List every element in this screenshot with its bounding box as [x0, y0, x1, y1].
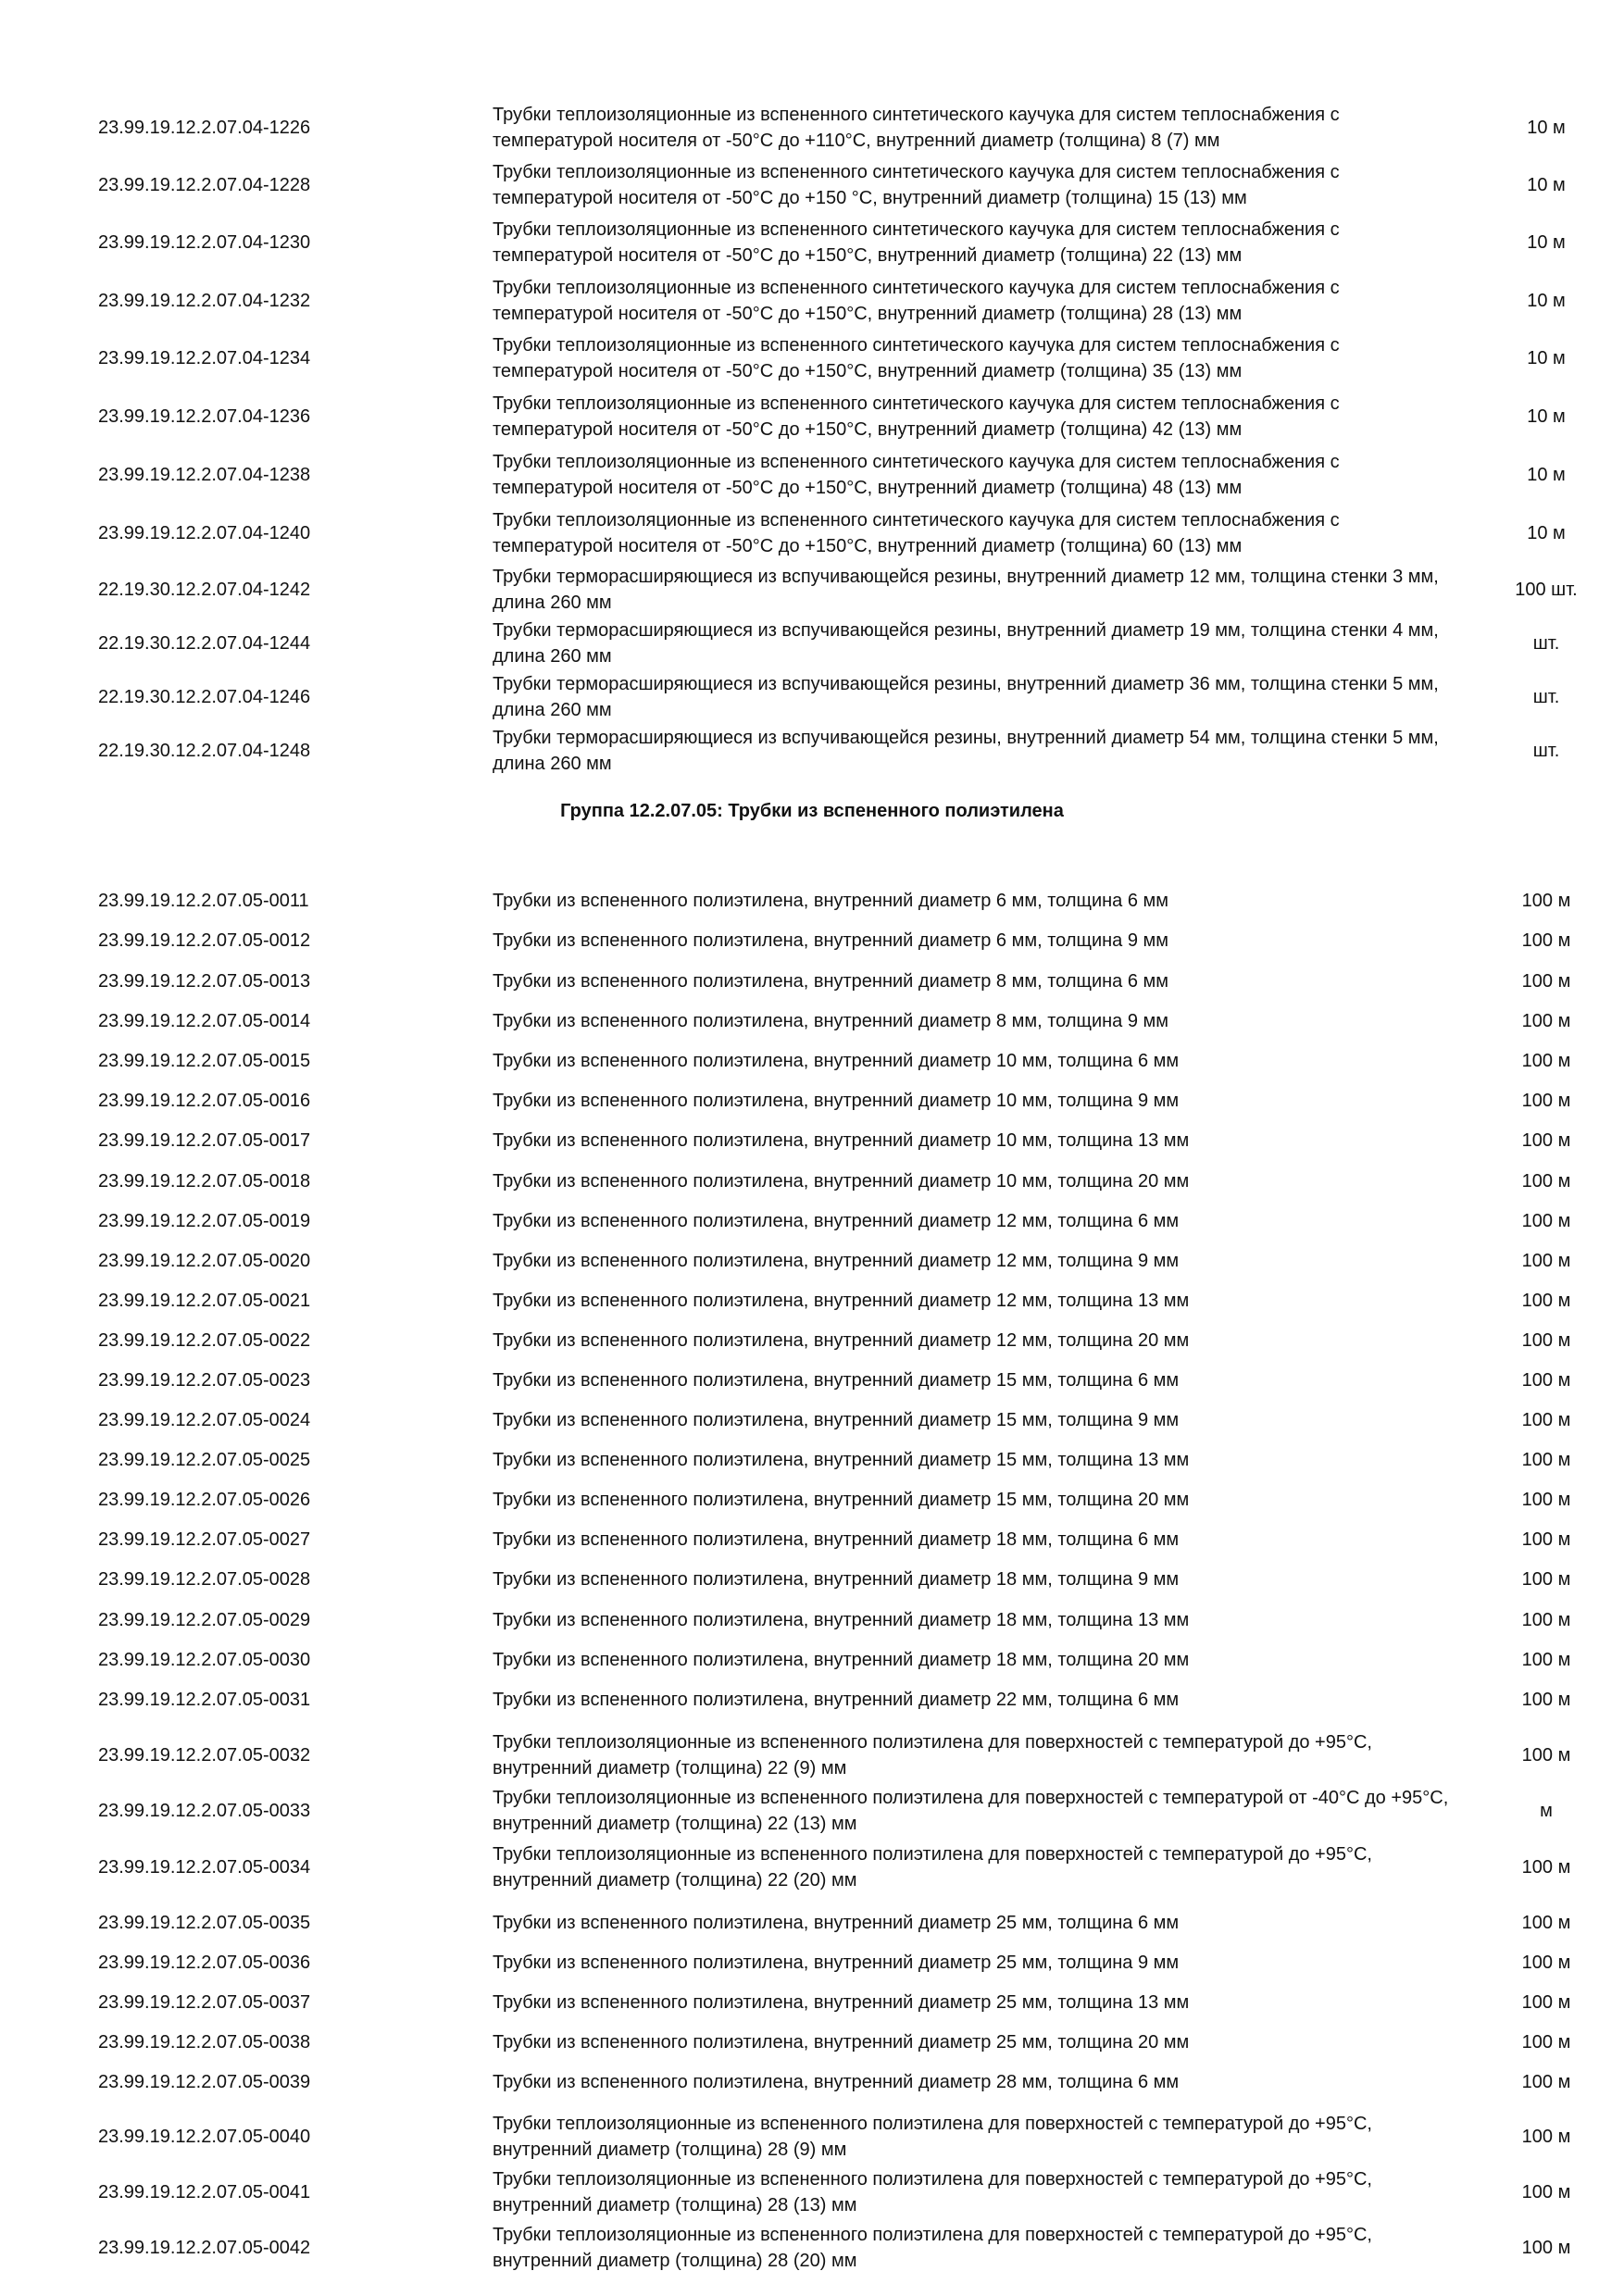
resource-name: Трубки из вспененного полиэтилена, внутренний диаметр 18 мм, толщина 20 мм [493, 1650, 1190, 1670]
resource-name: Трубки терморасширяющиеся из вспучивающейся резины, внутренний диаметр 19 мм, толщина стенки 4 мм, длина 260 мм [493, 620, 1439, 667]
unit-of-measure: шт. [1532, 741, 1560, 761]
resource-code: 23.99.19.12.2.07.05-0022 [98, 1330, 311, 1351]
unit-of-measure: 100 м [1521, 2072, 1571, 2092]
resource-code: 23.99.19.12.2.07.05-0027 [98, 1529, 311, 1550]
resource-code: 23.99.19.12.2.07.04-1228 [98, 175, 311, 195]
unit-of-measure: 100 м [1521, 1650, 1571, 1670]
resource-name: Трубки из вспененного полиэтилена, внутренний диаметр 25 мм, толщина 13 мм [493, 1992, 1190, 2013]
resource-name: Трубки из вспененного полиэтилена, внутренний диаметр 22 мм, толщина 6 мм [493, 1690, 1180, 1710]
unit-of-measure: 100 м [1521, 1992, 1571, 2013]
resource-name: Трубки теплоизоляционные из вспененного полиэтилена для поверхностей с температурой до +95°С, внутренний диаметр (толщина) 28 (9) мм [493, 2114, 1372, 2160]
resource-name: Трубки из вспененного полиэтилена, внутренний диаметр 8 мм, толщина 6 мм [493, 971, 1169, 992]
resource-name: Трубки из вспененного полиэтилена, внутренний диаметр 8 мм, толщина 9 мм [493, 1011, 1169, 1031]
resource-name: Трубки из вспененного полиэтилена, внутренний диаметр 6 мм, толщина 6 мм [493, 891, 1169, 911]
resource-name: Трубки теплоизоляционные из вспененного полиэтилена для поверхностей с температурой до +95°С, внутренний диаметр (толщина) 28 (20) мм [493, 2225, 1372, 2271]
unit-of-measure: 100 м [1521, 1370, 1571, 1391]
resource-name: Трубки терморасширяющиеся из вспучивающейся резины, внутренний диаметр 54 мм, толщина стенки 5 мм, длина 260 мм [493, 728, 1439, 774]
resource-code: 23.99.19.12.2.07.05-0033 [98, 1801, 311, 1821]
resource-code: 23.99.19.12.2.07.04-1230 [98, 232, 311, 253]
resource-code: 23.99.19.12.2.07.05-0035 [98, 1913, 311, 1933]
unit-of-measure: 100 м [1521, 1569, 1571, 1590]
unit-of-measure: 100 м [1521, 2032, 1571, 2053]
resource-code: 23.99.19.12.2.07.05-0020 [98, 1251, 311, 1271]
resource-name: Трубки теплоизоляционные из вспененного синтетического каучука для систем теплоснабжения с температурой носителя от -50°С до +150°С, внутренний диаметр (толщина) 60 (13) мм [493, 510, 1340, 556]
unit-of-measure: 100 м [1521, 1211, 1571, 1231]
unit-of-measure: 100 м [1521, 1091, 1571, 1111]
resource-name: Трубки из вспененного полиэтилена, внутренний диаметр 12 мм, толщина 9 мм [493, 1251, 1180, 1271]
unit-of-measure: 100 м [1521, 1529, 1571, 1550]
resource-code: 23.99.19.12.2.07.05-0036 [98, 1953, 311, 1973]
resource-code: 23.99.19.12.2.07.05-0030 [98, 1650, 311, 1670]
resource-code: 23.99.19.12.2.07.05-0015 [98, 1051, 311, 1071]
resource-code: 23.99.19.12.2.07.05-0026 [98, 1490, 311, 1510]
resource-name: Трубки из вспененного полиэтилена, внутренний диаметр 12 мм, толщина 20 мм [493, 1330, 1190, 1351]
group-heading: Группа 12.2.07.05: Трубки из вспененного полиэтилена [560, 801, 1064, 821]
resource-name: Трубки теплоизоляционные из вспененного синтетического каучука для систем теплоснабжения с температурой носителя от -50°С до +150°С, внутренний диаметр (толщина) 48 (13) мм [493, 452, 1340, 498]
resource-code: 23.99.19.12.2.07.05-0041 [98, 2182, 311, 2202]
resource-code: 23.99.19.12.2.07.05-0037 [98, 1992, 311, 2013]
unit-of-measure: 100 м [1521, 1690, 1571, 1710]
resource-code: 23.99.19.12.2.07.05-0017 [98, 1130, 311, 1151]
resource-code: 23.99.19.12.2.07.05-0042 [98, 2238, 311, 2258]
resource-code: 23.99.19.12.2.07.04-1232 [98, 291, 311, 311]
resource-name: Трубки теплоизоляционные из вспененного синтетического каучука для систем теплоснабжения с температурой носителя от -50°С до +150°С, внутренний диаметр (толщина) 28 (13) мм [493, 278, 1340, 324]
unit-of-measure: 10 м [1527, 465, 1566, 485]
unit-of-measure: 100 м [1521, 1490, 1571, 1510]
resource-code: 23.99.19.12.2.07.05-0021 [98, 1291, 311, 1311]
resource-code: 23.99.19.12.2.07.04-1240 [98, 523, 311, 543]
resource-code: 23.99.19.12.2.07.05-0031 [98, 1690, 311, 1710]
resource-code: 23.99.19.12.2.07.04-1234 [98, 348, 311, 368]
unit-of-measure: 100 м [1521, 1251, 1571, 1271]
resource-name: Трубки из вспененного полиэтилена, внутренний диаметр 6 мм, толщина 9 мм [493, 930, 1169, 951]
unit-of-measure: 10 м [1527, 118, 1566, 138]
unit-of-measure: 100 м [1521, 1913, 1571, 1933]
resource-code: 22.19.30.12.2.07.04-1244 [98, 633, 311, 654]
resource-name: Трубки из вспененного полиэтилена, внутренний диаметр 25 мм, толщина 20 мм [493, 2032, 1190, 2053]
resource-name: Трубки теплоизоляционные из вспененного полиэтилена для поверхностей с температурой до +95°С, внутренний диаметр (толщина) 28 (13) мм [493, 2169, 1372, 2215]
unit-of-measure: 10 м [1527, 232, 1566, 253]
unit-of-measure: шт. [1532, 633, 1560, 654]
resource-name: Трубки теплоизоляционные из вспененного синтетического каучука для систем теплоснабжения с температурой носителя от -50°С до +150°С, внутренний диаметр (толщина) 35 (13) мм [493, 335, 1340, 381]
resource-code: 22.19.30.12.2.07.04-1242 [98, 580, 311, 600]
resource-code: 23.99.19.12.2.07.05-0011 [98, 891, 309, 911]
unit-of-measure: 100 м [1521, 1130, 1571, 1151]
unit-of-measure: 100 м [1521, 1291, 1571, 1311]
resource-name: Трубки из вспененного полиэтилена, внутренний диаметр 15 мм, толщина 20 мм [493, 1490, 1190, 1510]
resource-code: 23.99.19.12.2.07.05-0023 [98, 1370, 311, 1391]
unit-of-measure: шт. [1532, 687, 1560, 707]
unit-of-measure: 10 м [1527, 406, 1566, 427]
resource-name: Трубки из вспененного полиэтилена, внутренний диаметр 28 мм, толщина 6 мм [493, 2072, 1180, 2092]
resource-name: Трубки теплоизоляционные из вспененного синтетического каучука для систем теплоснабжения с температурой носителя от -50°С до +150 °С, внутренний диаметр (толщина) 15 (13) мм [493, 162, 1340, 208]
resource-code: 22.19.30.12.2.07.04-1246 [98, 687, 311, 707]
unit-of-measure: 10 м [1527, 348, 1566, 368]
resource-name: Трубки теплоизоляционные из вспененного полиэтилена для поверхностей с температурой до +95°С, внутренний диаметр (толщина) 22 (20) мм [493, 1844, 1372, 1890]
resource-code: 23.99.19.12.2.07.05-0028 [98, 1569, 311, 1590]
resource-code: 23.99.19.12.2.07.05-0019 [98, 1211, 311, 1231]
resource-name: Трубки терморасширяющиеся из вспучивающейся резины, внутренний диаметр 36 мм, толщина стенки 5 мм, длина 260 мм [493, 674, 1439, 720]
unit-of-measure: 100 м [1521, 1410, 1571, 1430]
unit-of-measure: 100 м [1521, 1051, 1571, 1071]
resource-name: Трубки теплоизоляционные из вспененного синтетического каучука для систем теплоснабжения с температурой носителя от -50°С до +110°С, внутренний диаметр (толщина) 8 (7) мм [493, 105, 1340, 151]
resource-code: 23.99.19.12.2.07.05-0016 [98, 1091, 311, 1111]
resource-code: 23.99.19.12.2.07.05-0029 [98, 1610, 311, 1630]
resource-name: Трубки из вспененного полиэтилена, внутренний диаметр 18 мм, толщина 9 мм [493, 1569, 1180, 1590]
unit-of-measure: 100 шт. [1515, 580, 1578, 600]
resource-name: Трубки теплоизоляционные из вспененного синтетического каучука для систем теплоснабжения с температурой носителя от -50°С до +150°С, внутренний диаметр (толщина) 42 (13) мм [493, 393, 1340, 440]
resource-name: Трубки из вспененного полиэтилена, внутренний диаметр 18 мм, толщина 13 мм [493, 1610, 1190, 1630]
resource-name: Трубки из вспененного полиэтилена, внутренний диаметр 15 мм, толщина 6 мм [493, 1370, 1180, 1391]
unit-of-measure: 100 м [1521, 1745, 1571, 1766]
unit-of-measure: м [1540, 1801, 1553, 1821]
unit-of-measure: 100 м [1521, 930, 1571, 951]
resource-name: Трубки теплоизоляционные из вспененного синтетического каучука для систем теплоснабжения с температурой носителя от -50°С до +150°С, внутренний диаметр (толщина) 22 (13) мм [493, 219, 1340, 266]
unit-of-measure: 100 м [1521, 2127, 1571, 2147]
resource-code: 23.99.19.12.2.07.05-0013 [98, 971, 311, 992]
unit-of-measure: 100 м [1521, 971, 1571, 992]
resource-code: 23.99.19.12.2.07.04-1238 [98, 465, 311, 485]
resource-code: 23.99.19.12.2.07.05-0024 [98, 1410, 311, 1430]
resource-name: Трубки из вспененного полиэтилена, внутренний диаметр 15 мм, толщина 13 мм [493, 1450, 1190, 1470]
resource-name: Трубки из вспененного полиэтилена, внутренний диаметр 10 мм, толщина 9 мм [493, 1091, 1180, 1111]
unit-of-measure: 100 м [1521, 2182, 1571, 2202]
resource-code: 23.99.19.12.2.07.05-0040 [98, 2127, 311, 2147]
resource-name: Трубки из вспененного полиэтилена, внутренний диаметр 15 мм, толщина 9 мм [493, 1410, 1180, 1430]
unit-of-measure: 100 м [1521, 1171, 1571, 1192]
resource-name: Трубки из вспененного полиэтилена, внутренний диаметр 10 мм, толщина 13 мм [493, 1130, 1190, 1151]
resource-code: 23.99.19.12.2.07.05-0025 [98, 1450, 311, 1470]
resource-name: Трубки из вспененного полиэтилена, внутренний диаметр 12 мм, толщина 13 мм [493, 1291, 1190, 1311]
unit-of-measure: 100 м [1521, 1857, 1571, 1878]
unit-of-measure: 100 м [1521, 1011, 1571, 1031]
unit-of-measure: 100 м [1521, 1953, 1571, 1973]
unit-of-measure: 10 м [1527, 175, 1566, 195]
unit-of-measure: 100 м [1521, 1330, 1571, 1351]
resource-code: 23.99.19.12.2.07.05-0034 [98, 1857, 311, 1878]
resource-code: 23.99.19.12.2.07.05-0032 [98, 1745, 311, 1766]
resource-name: Трубки из вспененного полиэтилена, внутренний диаметр 18 мм, толщина 6 мм [493, 1529, 1180, 1550]
resource-name: Трубки из вспененного полиэтилена, внутренний диаметр 12 мм, толщина 6 мм [493, 1211, 1180, 1231]
unit-of-measure: 100 м [1521, 1610, 1571, 1630]
resource-name: Трубки теплоизоляционные из вспененного полиэтилена для поверхностей с температурой до +95°С, внутренний диаметр (толщина) 22 (9) мм [493, 1732, 1372, 1778]
resource-code: 23.99.19.12.2.07.05-0012 [98, 930, 311, 951]
resource-code: 22.19.30.12.2.07.04-1248 [98, 741, 311, 761]
resource-code: 23.99.19.12.2.07.05-0014 [98, 1011, 311, 1031]
resource-name: Трубки из вспененного полиэтилена, внутренний диаметр 10 мм, толщина 20 мм [493, 1171, 1190, 1192]
resource-name: Трубки теплоизоляционные из вспененного полиэтилена для поверхностей с температурой от -40°С до +95°С, внутренний диаметр (толщина) 22 (13) мм [493, 1788, 1449, 1834]
resource-code: 23.99.19.12.2.07.05-0038 [98, 2032, 311, 2053]
resource-name: Трубки из вспененного полиэтилена, внутренний диаметр 25 мм, толщина 9 мм [493, 1953, 1180, 1973]
resource-code: 23.99.19.12.2.07.04-1236 [98, 406, 311, 427]
resource-code: 23.99.19.12.2.07.05-0018 [98, 1171, 311, 1192]
resource-name: Трубки из вспененного полиэтилена, внутренний диаметр 25 мм, толщина 6 мм [493, 1913, 1180, 1933]
unit-of-measure: 10 м [1527, 291, 1566, 311]
resource-name: Трубки из вспененного полиэтилена, внутренний диаметр 10 мм, толщина 6 мм [493, 1051, 1180, 1071]
resource-code: 23.99.19.12.2.07.04-1226 [98, 118, 311, 138]
resource-name: Трубки терморасширяющиеся из вспучивающейся резины, внутренний диаметр 12 мм, толщина стенки 3 мм, длина 260 мм [493, 567, 1439, 613]
unit-of-measure: 10 м [1527, 523, 1566, 543]
unit-of-measure: 100 м [1521, 1450, 1571, 1470]
resource-code: 23.99.19.12.2.07.05-0039 [98, 2072, 311, 2092]
unit-of-measure: 100 м [1521, 891, 1571, 911]
unit-of-measure: 100 м [1521, 2238, 1571, 2258]
